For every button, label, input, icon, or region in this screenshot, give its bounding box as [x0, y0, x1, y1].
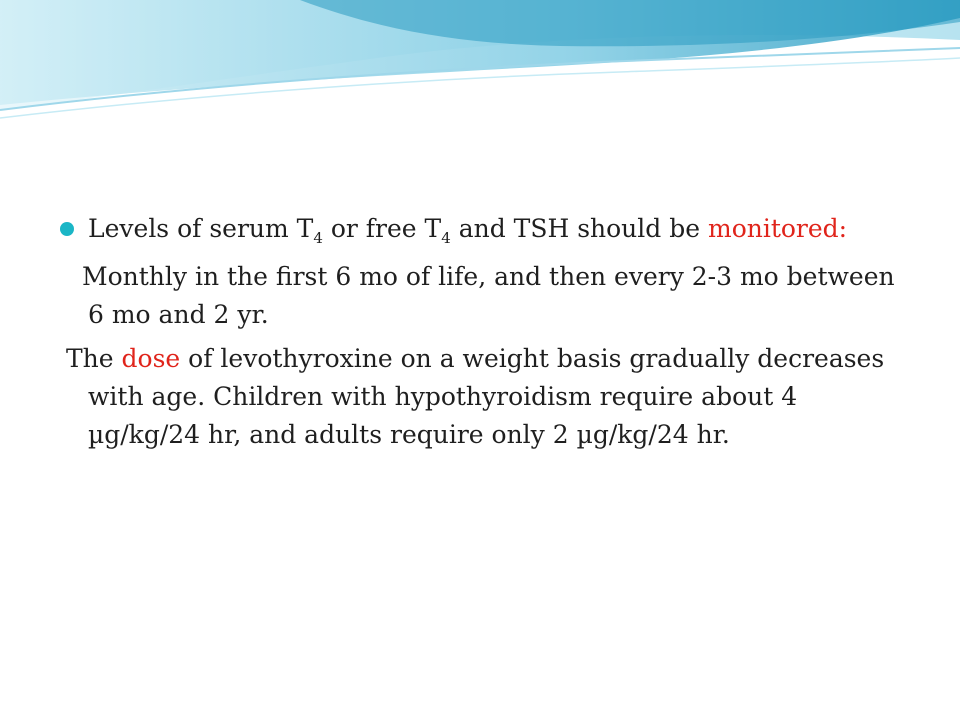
- dose-rest: of levothyroxine on a weight basis gradually decreases with age. Children with hypothyroidism require about 4 µg/kg/24 hr, and adults require only 2 µg/kg/24 hr.: [88, 344, 885, 449]
- bullet-monitoring: [60, 210, 900, 248]
- bullet1-highlight: monitored:: [707, 214, 848, 243]
- decorative-wave: [0, 0, 960, 130]
- bullet1-sub-b: 4: [441, 229, 451, 247]
- dose-highlight: dose: [121, 344, 181, 373]
- bullet1-text-c: and TSH should be: [450, 214, 708, 243]
- bullet1-text-b: or free T: [322, 214, 442, 243]
- slide-body: [60, 210, 900, 454]
- bullet1-text-a: Levels of serum T: [88, 214, 314, 243]
- monitoring-schedule-paragraph: Monthly in the first 6 mo of life, and then every 2-3 mo between 6 mo and 2 yr.: [82, 262, 895, 329]
- dose-paragraph: [60, 340, 900, 454]
- bullet-dot-icon: [60, 222, 74, 236]
- dose-lead: The: [66, 344, 122, 373]
- bullet1-sub-a: 4: [313, 229, 323, 247]
